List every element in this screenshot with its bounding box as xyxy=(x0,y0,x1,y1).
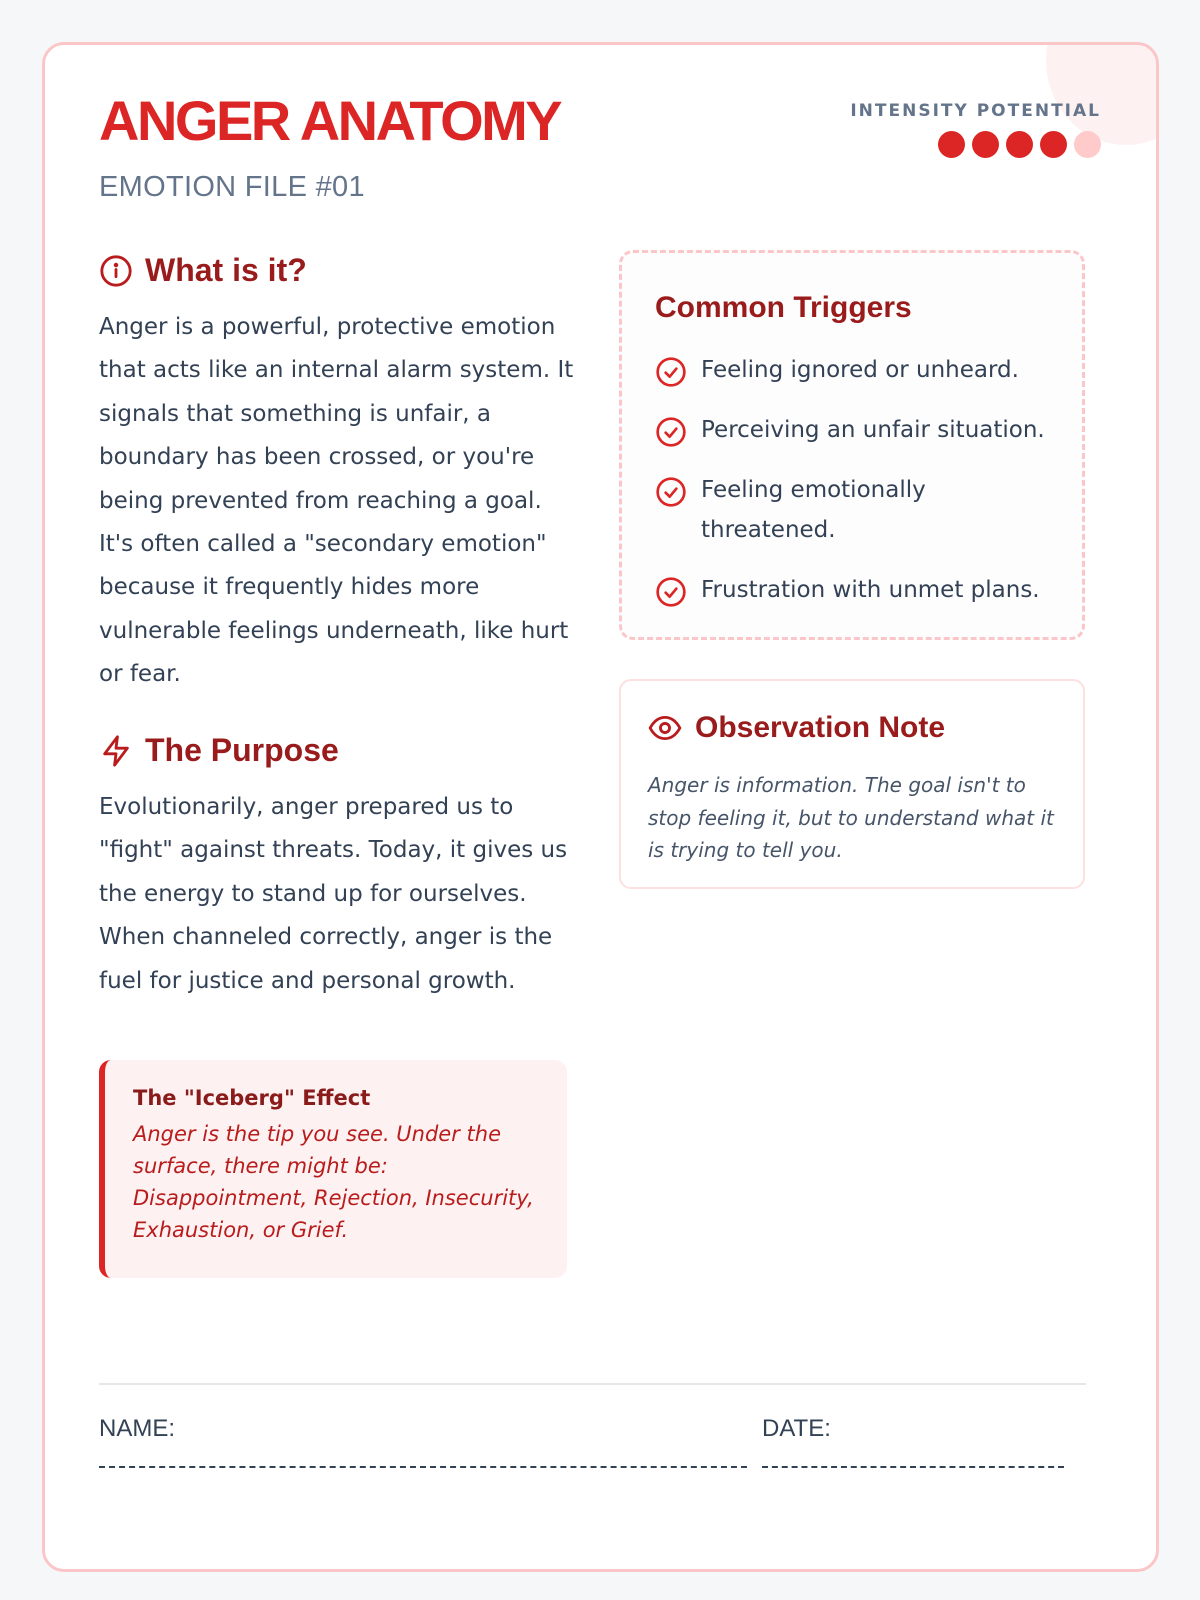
intensity-dot-filled xyxy=(938,131,965,158)
trigger-item xyxy=(655,350,1065,390)
check-circle-icon xyxy=(655,356,687,388)
intensity-label: INTENSITY POTENTIAL xyxy=(850,101,1101,121)
what-is-it-heading xyxy=(99,252,307,289)
name-field[interactable] xyxy=(99,1466,747,1468)
page-title: ANGER ANATOMY xyxy=(99,89,561,152)
page-subtitle: EMOTION FILE #01 xyxy=(99,171,365,203)
check-circle-icon xyxy=(655,576,687,608)
intensity-dot-filled xyxy=(972,131,999,158)
trigger-item xyxy=(655,410,1065,450)
intensity-dot-filled xyxy=(1040,131,1067,158)
trigger-text: Feeling ignored or unheard. xyxy=(701,357,1019,383)
observation-note xyxy=(619,679,1085,889)
purpose-body: Evolutionarily, anger prepared us to "fight" against threats. Today, it gives us the energy to stand up for ourselves. When channeled correctly, anger is the fuel for justice and personal growth. xyxy=(99,794,568,994)
what-is-it-body: Anger is a powerful, protective emotion that acts like an internal alarm system. It signals that something is unfair, a boundary has been crossed, or you're being prevented from reaching a goal. It's often called a "secondary emotion" because it frequently hides more vulnerable feelings underneath, like hurt or fear. xyxy=(99,314,574,688)
observation-heading-text: Observation Note xyxy=(695,711,946,744)
what-is-it-heading-text: What is it? xyxy=(145,252,307,288)
observation-heading xyxy=(648,711,945,745)
trigger-text: Perceiving an unfair situation. xyxy=(701,417,1045,443)
trigger-text: Feeling emotionally threatened. xyxy=(701,477,926,543)
name-label: NAME: xyxy=(99,1415,176,1442)
iceberg-body: Anger is the tip you see. Under the surface, there might be: Disappointment, Rejection, Insecurity, Exhaustion, or Grief. xyxy=(133,1122,534,1242)
purpose-heading xyxy=(99,732,339,769)
triggers-box xyxy=(619,250,1085,640)
intensity-dot-empty xyxy=(1074,131,1101,158)
check-circle-icon xyxy=(655,476,687,508)
footer-divider xyxy=(99,1383,1086,1385)
trigger-item xyxy=(655,470,1065,550)
eye-icon xyxy=(648,711,682,745)
intensity-dot-filled xyxy=(1006,131,1033,158)
iceberg-title: The "Iceberg" Effect xyxy=(133,1086,371,1110)
trigger-item xyxy=(655,570,1065,610)
triggers-title: Common Triggers xyxy=(655,291,912,324)
iceberg-callout xyxy=(99,1060,567,1278)
trigger-text: Frustration with unmet plans. xyxy=(701,577,1040,603)
info-icon xyxy=(99,254,133,288)
date-field[interactable] xyxy=(762,1466,1064,1468)
lightning-icon xyxy=(99,734,133,768)
intensity-dots xyxy=(850,131,1101,158)
check-circle-icon xyxy=(655,416,687,448)
intensity-meter xyxy=(850,101,1101,158)
purpose-heading-text: The Purpose xyxy=(145,732,339,768)
observation-body: Anger is information. The goal isn't to stop feeling it, but to understand what it is trying to tell you. xyxy=(648,773,1054,862)
date-label: DATE: xyxy=(762,1415,831,1442)
emotion-worksheet-card xyxy=(42,42,1159,1572)
